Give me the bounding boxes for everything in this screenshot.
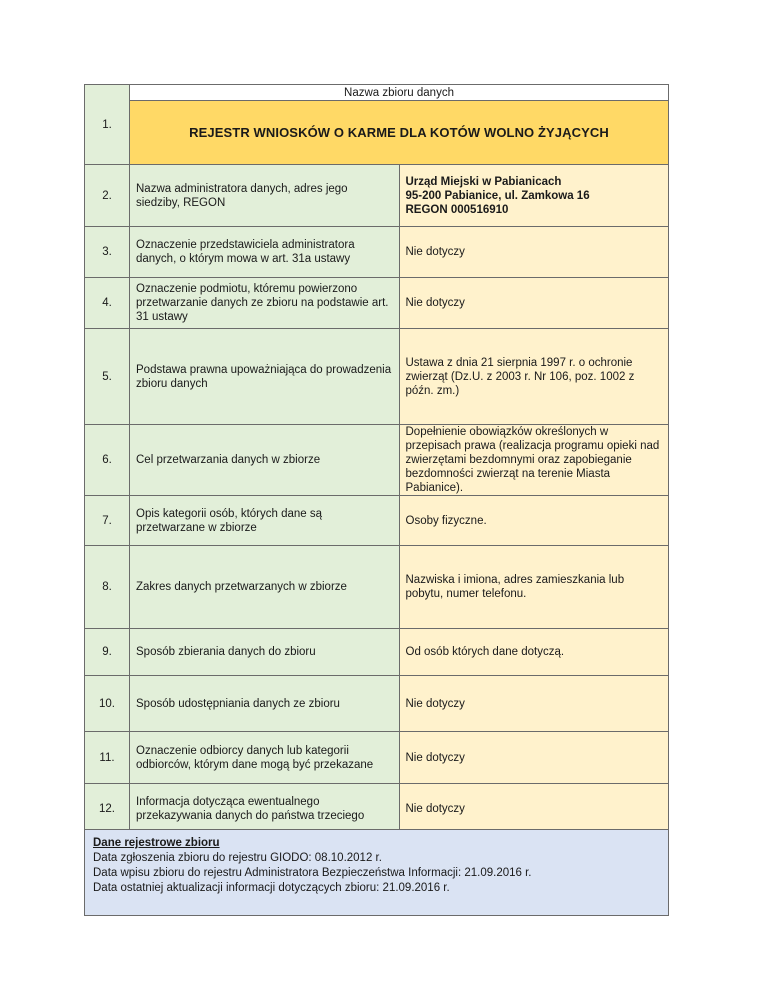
registration-line: Data wpisu zbioru do rejestru Administratora Bezpieczeństwa Informacji: 21.09.2016 r.	[93, 867, 532, 879]
row-number: 11.	[85, 732, 130, 784]
collection-name-label: Nazwa zbioru danych	[130, 85, 669, 101]
row-number: 7.	[85, 496, 130, 546]
table-row	[85, 629, 669, 676]
table-row	[85, 227, 669, 278]
table-row	[85, 329, 669, 425]
table-header-row	[85, 85, 669, 101]
registration-line: Data zgłoszenia zbioru do rejestru GIODO: 08.10.2012 r.	[93, 852, 382, 864]
row-value: Osoby fizyczne.	[399, 496, 669, 546]
table-row	[85, 732, 669, 784]
registration-title: Dane rejestrowe zbioru	[93, 837, 220, 849]
table-row	[85, 165, 669, 227]
row-value: Nazwiska i imiona, adres zamieszkania lub pobytu, numer telefonu.	[399, 546, 669, 629]
row-value: Od osób których dane dotyczą.	[399, 629, 669, 676]
table-title-row	[85, 101, 669, 165]
row-value: Nie dotyczy	[399, 676, 669, 732]
table-row	[85, 425, 669, 496]
registration-info-box	[84, 829, 669, 916]
row-number: 4.	[85, 278, 130, 329]
collection-title: REJESTR WNIOSKÓW O KARME DLA KOTÓW WOLNO ŻYJĄCYCH	[130, 101, 669, 165]
row-value: Dopełnienie obowiązków określonych w przepisach prawa (realizacja programu opieki nad zwierzętami bezdomnymi oraz zapobieganie bezdomności zwierząt na terenie Miasta Pabianice).	[399, 425, 669, 496]
row-value: Nie dotyczy	[399, 227, 669, 278]
row-value: Nie dotyczy	[399, 278, 669, 329]
row-value: Nie dotyczy	[399, 784, 669, 835]
row-number: 2.	[85, 165, 130, 227]
value-line: 95-200 Pabianice, ul. Zamkowa 16	[405, 189, 590, 202]
registration-line: Data ostatniej aktualizacji informacji dotyczących zbioru: 21.09.2016 r.	[93, 882, 450, 894]
table-row	[85, 784, 669, 835]
row-number: 9.	[85, 629, 130, 676]
row-description: Podstawa prawna upoważniająca do prowadzenia zbioru danych	[130, 329, 400, 425]
table-row	[85, 546, 669, 629]
row-description: Sposób udostępniania danych ze zbioru	[130, 676, 400, 732]
row-description: Informacja dotycząca ewentualnego przekazywania danych do państwa trzeciego	[130, 784, 400, 835]
row-number: 1.	[85, 85, 130, 165]
table-row	[85, 278, 669, 329]
row-description: Zakres danych przetwarzanych w zbiorze	[130, 546, 400, 629]
row-number: 8.	[85, 546, 130, 629]
row-description: Sposób zbierania danych do zbioru	[130, 629, 400, 676]
table-row	[85, 496, 669, 546]
value-line: REGON 000516910	[405, 203, 509, 216]
row-value: Nie dotyczy	[399, 732, 669, 784]
row-number: 10.	[85, 676, 130, 732]
row-value	[399, 165, 669, 227]
row-description: Oznaczenie przedstawiciela administratora danych, o którym mowa w art. 31a ustawy	[130, 227, 400, 278]
table-row	[85, 676, 669, 732]
row-description: Opis kategorii osób, których dane są przetwarzane w zbiorze	[130, 496, 400, 546]
row-description: Oznaczenie podmiotu, któremu powierzono przetwarzanie danych ze zbioru na podstawie art. 31 ustawy	[130, 278, 400, 329]
row-number: 5.	[85, 329, 130, 425]
row-description: Nazwa administratora danych, adres jego siedziby, REGON	[130, 165, 400, 227]
row-number: 6.	[85, 425, 130, 496]
row-description: Oznaczenie odbiorcy danych lub kategorii odbiorców, którym dane mogą być przekazane	[130, 732, 400, 784]
row-value: Ustawa z dnia 21 sierpnia 1997 r. o ochronie zwierząt (Dz.U. z 2003 r. Nr 106, poz. 1002 z późn. zm.)	[399, 329, 669, 425]
value-line: Urząd Miejski w Pabianicach	[405, 175, 562, 188]
row-number: 3.	[85, 227, 130, 278]
row-number: 12.	[85, 784, 130, 835]
row-description: Cel przetwarzania danych w zbiorze	[130, 425, 400, 496]
data-register-table	[84, 84, 669, 835]
